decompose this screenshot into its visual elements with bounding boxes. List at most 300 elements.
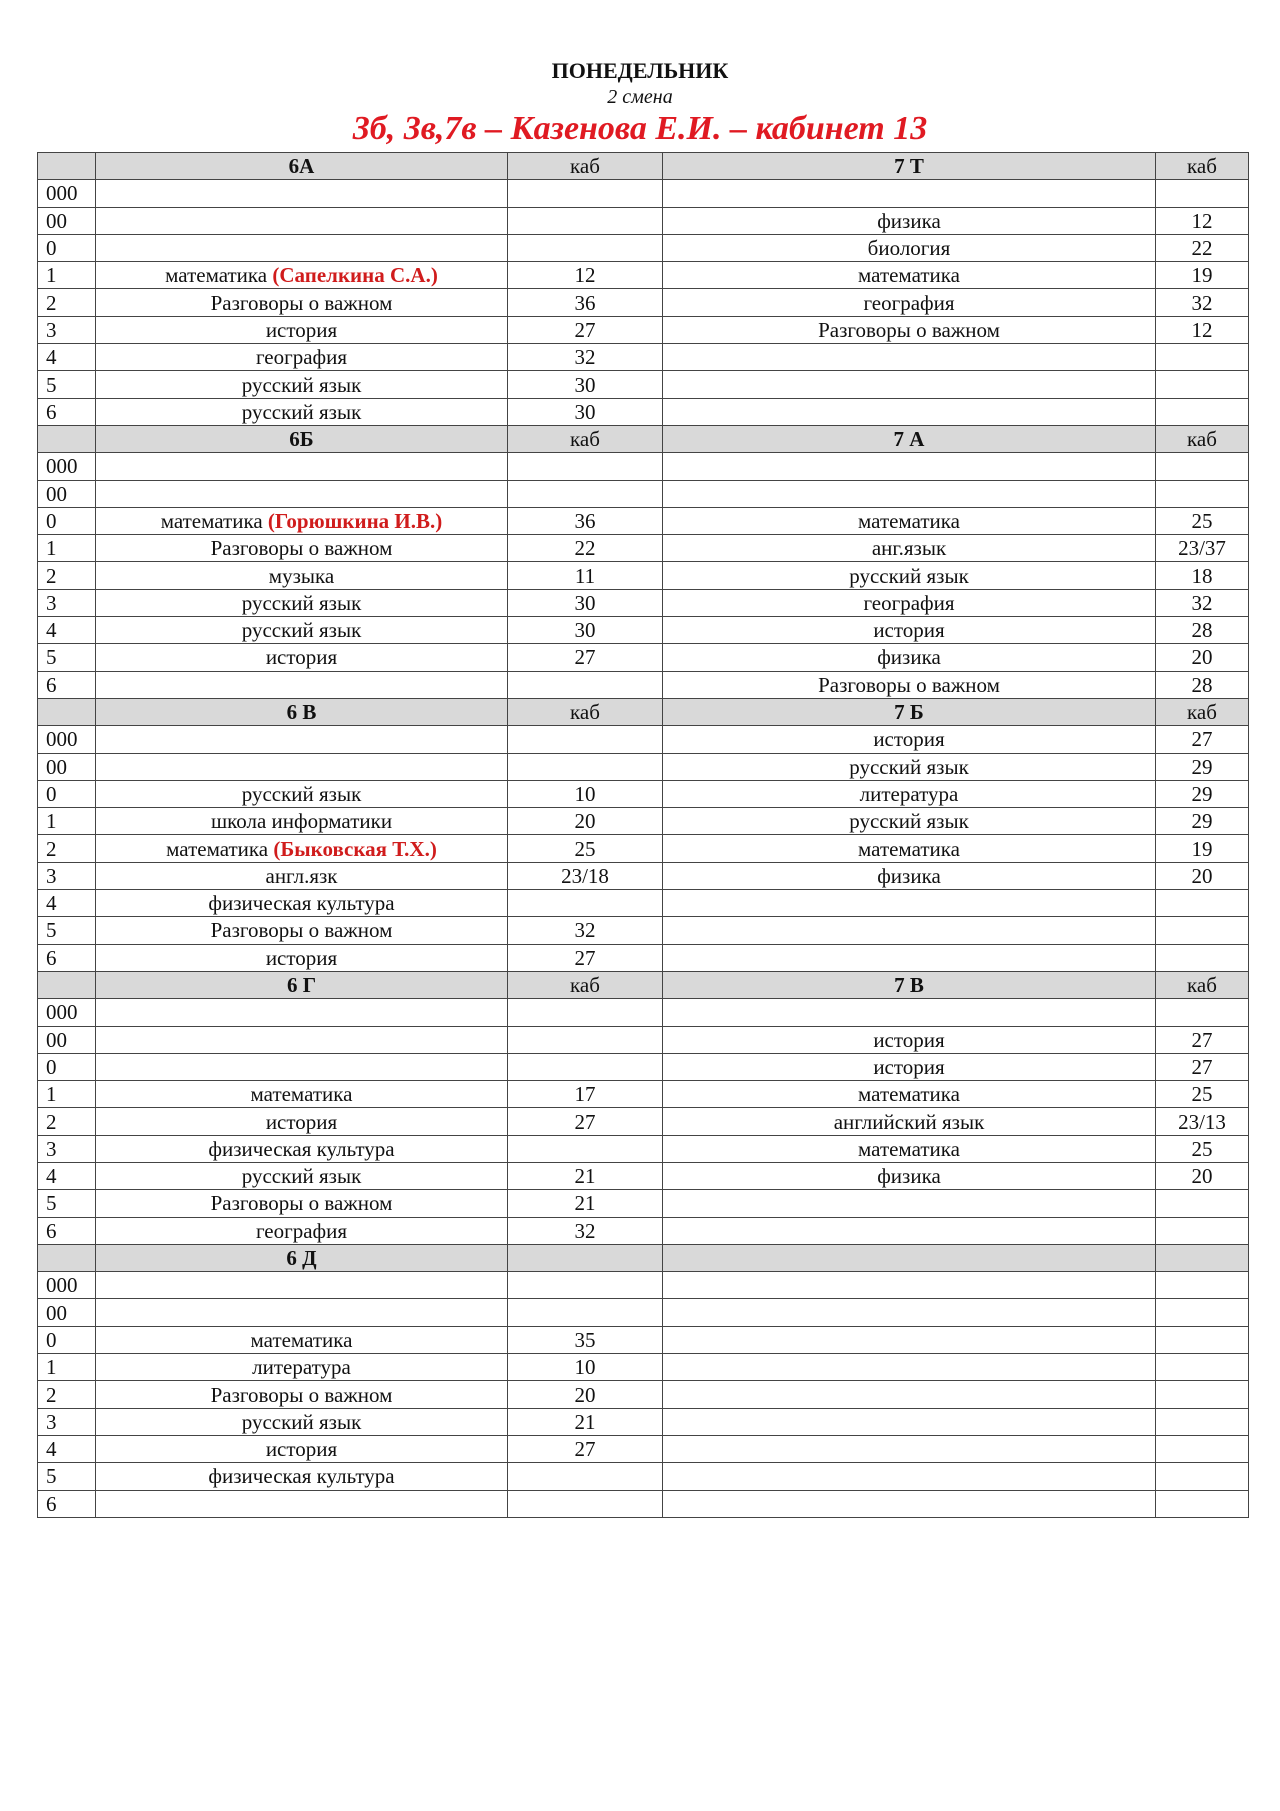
lesson-number: 5 <box>38 917 96 944</box>
right-room: 28 <box>1156 671 1249 698</box>
left-room: 30 <box>508 398 663 425</box>
left-room: 10 <box>508 780 663 807</box>
right-subject <box>663 1435 1156 1462</box>
lesson-row <box>38 1299 1249 1326</box>
lesson-number: 2 <box>38 835 96 862</box>
left-subject-cell <box>96 507 508 534</box>
right-subject: математика <box>663 507 1156 534</box>
right-subject <box>663 1190 1156 1217</box>
left-subject-cell <box>96 316 508 343</box>
teacher-name: (Горюшкина И.В.) <box>267 509 443 533</box>
right-subject <box>663 890 1156 917</box>
left-subject: русский язык <box>241 1164 362 1189</box>
right-room: 19 <box>1156 262 1249 289</box>
left-subject: история <box>265 945 338 970</box>
left-subject-cell <box>96 1299 508 1326</box>
lesson-row <box>38 780 1249 807</box>
right-room <box>1156 1354 1249 1381</box>
right-subject <box>663 180 1156 207</box>
right-room: 18 <box>1156 562 1249 589</box>
left-room <box>508 890 663 917</box>
lesson-row <box>38 1053 1249 1080</box>
class-header-row <box>38 153 1249 180</box>
left-room: 35 <box>508 1326 663 1353</box>
lesson-number: 2 <box>38 1108 96 1135</box>
left-subject-cell <box>96 1053 508 1080</box>
lesson-number: 1 <box>38 1354 96 1381</box>
right-room: 28 <box>1156 617 1249 644</box>
header-blank-cell <box>38 971 96 998</box>
left-subject-cell <box>96 862 508 889</box>
left-room: 27 <box>508 644 663 671</box>
left-class-name: 6А <box>96 153 508 180</box>
right-subject <box>663 1326 1156 1353</box>
lesson-row <box>38 1463 1249 1490</box>
right-subject: история <box>663 1026 1156 1053</box>
lesson-number: 4 <box>38 1162 96 1189</box>
left-subject: Разговоры о важном <box>210 918 393 943</box>
right-subject <box>663 944 1156 971</box>
right-kab-label: каб <box>1156 971 1249 998</box>
right-subject <box>663 1490 1156 1517</box>
lesson-row <box>38 671 1249 698</box>
left-subject-cell <box>96 589 508 616</box>
left-room: 23/18 <box>508 862 663 889</box>
left-class-name: 6Б <box>96 425 508 452</box>
left-subject-cell <box>96 371 508 398</box>
lesson-row <box>38 917 1249 944</box>
left-subject-cell <box>96 562 508 589</box>
right-subject <box>663 999 1156 1026</box>
right-room <box>1156 1217 1249 1244</box>
right-subject: русский язык <box>663 753 1156 780</box>
lesson-row <box>38 507 1249 534</box>
lesson-number: 3 <box>38 1135 96 1162</box>
lesson-row <box>38 262 1249 289</box>
left-subject: литература <box>252 1355 351 1380</box>
left-room <box>508 480 663 507</box>
right-room: 20 <box>1156 1162 1249 1189</box>
left-room: 21 <box>508 1162 663 1189</box>
lesson-row <box>38 753 1249 780</box>
right-subject: история <box>663 726 1156 753</box>
left-subject-cell <box>96 890 508 917</box>
left-subject: история <box>265 1109 338 1134</box>
left-subject: математика <box>165 263 273 288</box>
right-room: 22 <box>1156 234 1249 261</box>
right-subject: математика <box>663 1081 1156 1108</box>
lesson-number: 5 <box>38 644 96 671</box>
lesson-number: 000 <box>38 180 96 207</box>
right-kab-label <box>1156 1244 1249 1271</box>
left-room <box>508 180 663 207</box>
lesson-number: 1 <box>38 535 96 562</box>
left-subject: физическая культура <box>208 1136 395 1161</box>
right-room <box>1156 944 1249 971</box>
left-room <box>508 1026 663 1053</box>
left-subject-cell <box>96 835 508 862</box>
lesson-row <box>38 1162 1249 1189</box>
right-class-name: 7 А <box>663 425 1156 452</box>
left-subject-cell <box>96 1190 508 1217</box>
right-subject: математика <box>663 835 1156 862</box>
right-subject <box>663 1217 1156 1244</box>
lesson-number: 6 <box>38 398 96 425</box>
right-subject: английский язык <box>663 1108 1156 1135</box>
teacher-note: 3б, 3в,7в – Казенова Е.И. – кабинет 13 <box>352 110 928 147</box>
left-subject-cell <box>96 780 508 807</box>
right-subject: Разговоры о важном <box>663 316 1156 343</box>
left-kab-label: каб <box>508 425 663 452</box>
right-subject: литература <box>663 780 1156 807</box>
left-room: 22 <box>508 535 663 562</box>
right-room: 25 <box>1156 1081 1249 1108</box>
lesson-number: 0 <box>38 507 96 534</box>
lesson-row <box>38 1108 1249 1135</box>
left-subject-cell <box>96 262 508 289</box>
lesson-number: 2 <box>38 1381 96 1408</box>
lesson-row <box>38 562 1249 589</box>
left-subject-cell <box>96 1081 508 1108</box>
left-subject-cell <box>96 1354 508 1381</box>
left-subject: Разговоры о важном <box>210 1191 393 1216</box>
right-room: 19 <box>1156 835 1249 862</box>
left-room: 10 <box>508 1354 663 1381</box>
lesson-number: 3 <box>38 862 96 889</box>
lesson-number: 00 <box>38 480 96 507</box>
left-room: 36 <box>508 507 663 534</box>
right-room: 25 <box>1156 1135 1249 1162</box>
left-subject-cell <box>96 1026 508 1053</box>
lesson-row <box>38 1354 1249 1381</box>
left-subject: русский язык <box>241 618 362 643</box>
lesson-number: 4 <box>38 617 96 644</box>
right-room: 29 <box>1156 753 1249 780</box>
left-subject: русский язык <box>241 372 362 397</box>
right-room: 23/37 <box>1156 535 1249 562</box>
lesson-row <box>38 1217 1249 1244</box>
right-room: 12 <box>1156 316 1249 343</box>
left-subject: география <box>255 345 348 370</box>
right-subject <box>663 1463 1156 1490</box>
right-room <box>1156 1435 1249 1462</box>
lesson-row <box>38 1435 1249 1462</box>
lesson-number: 5 <box>38 1463 96 1490</box>
left-room: 32 <box>508 344 663 371</box>
left-subject-cell <box>96 671 508 698</box>
left-subject-cell <box>96 1272 508 1299</box>
class-header-row <box>38 971 1249 998</box>
right-room <box>1156 1490 1249 1517</box>
left-subject-cell <box>96 1435 508 1462</box>
right-room <box>1156 890 1249 917</box>
lesson-row <box>38 1081 1249 1108</box>
left-room: 30 <box>508 617 663 644</box>
lesson-number: 2 <box>38 289 96 316</box>
lesson-row <box>38 207 1249 234</box>
right-room: 20 <box>1156 862 1249 889</box>
left-subject-cell <box>96 1326 508 1353</box>
right-room: 12 <box>1156 207 1249 234</box>
lesson-row <box>38 862 1249 889</box>
lesson-row <box>38 726 1249 753</box>
right-subject <box>663 917 1156 944</box>
lesson-row <box>38 344 1249 371</box>
lesson-row <box>38 999 1249 1026</box>
lesson-number: 00 <box>38 207 96 234</box>
left-kab-label: каб <box>508 153 663 180</box>
lesson-row <box>38 1408 1249 1435</box>
lesson-row <box>38 1272 1249 1299</box>
left-kab-label: каб <box>508 698 663 725</box>
left-subject: Разговоры о важном <box>210 1382 393 1407</box>
lesson-row <box>38 480 1249 507</box>
left-subject-cell <box>96 644 508 671</box>
left-subject: Разговоры о важном <box>210 290 393 315</box>
shift-subtitle: 2 смена <box>607 86 673 108</box>
lesson-row <box>38 617 1249 644</box>
right-room <box>1156 1408 1249 1435</box>
right-subject: история <box>663 617 1156 644</box>
left-subject-cell <box>96 944 508 971</box>
left-subject-cell <box>96 207 508 234</box>
lesson-number: 00 <box>38 1026 96 1053</box>
left-subject-cell <box>96 344 508 371</box>
left-subject-cell <box>96 753 508 780</box>
right-subject: биология <box>663 234 1156 261</box>
left-subject: география <box>255 1218 348 1243</box>
lesson-number: 6 <box>38 1217 96 1244</box>
right-room: 25 <box>1156 507 1249 534</box>
lesson-number: 3 <box>38 589 96 616</box>
right-subject: русский язык <box>663 562 1156 589</box>
left-room <box>508 234 663 261</box>
left-room: 20 <box>508 1381 663 1408</box>
lesson-number: 1 <box>38 1081 96 1108</box>
left-subject-cell <box>96 1381 508 1408</box>
lesson-number: 1 <box>38 808 96 835</box>
left-room <box>508 726 663 753</box>
lesson-row <box>38 944 1249 971</box>
right-subject <box>663 344 1156 371</box>
left-subject: история <box>265 645 338 670</box>
left-subject-cell <box>96 453 508 480</box>
left-subject: англ.язк <box>265 863 338 888</box>
left-subject: русский язык <box>241 1409 362 1434</box>
left-subject-cell <box>96 480 508 507</box>
right-room: 32 <box>1156 589 1249 616</box>
lesson-number: 6 <box>38 671 96 698</box>
lesson-number: 0 <box>38 234 96 261</box>
lesson-number: 000 <box>38 726 96 753</box>
right-room: 27 <box>1156 726 1249 753</box>
right-subject: география <box>663 589 1156 616</box>
left-subject: музыка <box>268 563 335 588</box>
lesson-row <box>38 1490 1249 1517</box>
lesson-row <box>38 180 1249 207</box>
right-room <box>1156 1299 1249 1326</box>
class-header-row <box>38 1244 1249 1271</box>
left-subject: физическая культура <box>208 1464 395 1489</box>
right-subject: физика <box>663 644 1156 671</box>
left-room: 17 <box>508 1081 663 1108</box>
left-subject: Разговоры о важном <box>210 536 393 561</box>
right-subject: география <box>663 289 1156 316</box>
right-room: 29 <box>1156 780 1249 807</box>
left-room: 20 <box>508 808 663 835</box>
right-subject <box>663 398 1156 425</box>
right-class-name: 7 В <box>663 971 1156 998</box>
right-subject <box>663 1272 1156 1299</box>
left-room: 27 <box>508 1435 663 1462</box>
right-room: 23/13 <box>1156 1108 1249 1135</box>
lesson-number: 6 <box>38 1490 96 1517</box>
right-subject: физика <box>663 207 1156 234</box>
lesson-row <box>38 289 1249 316</box>
header-blank-cell <box>38 698 96 725</box>
left-subject: математика <box>166 836 274 861</box>
right-room <box>1156 999 1249 1026</box>
left-subject: математика <box>160 509 268 533</box>
left-kab-label <box>508 1244 663 1271</box>
left-room: 32 <box>508 917 663 944</box>
lesson-number: 1 <box>38 262 96 289</box>
lesson-number: 4 <box>38 890 96 917</box>
left-subject: физическая культура <box>208 891 395 916</box>
right-kab-label: каб <box>1156 153 1249 180</box>
left-kab-label: каб <box>508 971 663 998</box>
schedule-table <box>37 152 1249 1518</box>
left-subject: русский язык <box>241 399 362 424</box>
left-room <box>508 453 663 480</box>
left-room <box>508 1135 663 1162</box>
right-class-name <box>663 1244 1156 1271</box>
right-room <box>1156 1190 1249 1217</box>
page-title: ПОНЕДЕЛЬНИК <box>551 58 729 83</box>
teacher-name: (Сапелкина С.А.) <box>272 263 438 288</box>
left-subject-cell <box>96 1108 508 1135</box>
right-subject <box>663 1381 1156 1408</box>
right-room <box>1156 180 1249 207</box>
left-subject: история <box>265 1437 338 1462</box>
lesson-row <box>38 453 1249 480</box>
left-room <box>508 671 663 698</box>
right-subject: физика <box>663 1162 1156 1189</box>
right-subject <box>663 1354 1156 1381</box>
lesson-number: 3 <box>38 316 96 343</box>
lesson-row <box>38 835 1249 862</box>
left-subject-cell <box>96 1162 508 1189</box>
lesson-number: 5 <box>38 1190 96 1217</box>
lesson-number: 6 <box>38 944 96 971</box>
left-subject-cell <box>96 617 508 644</box>
left-subject: русский язык <box>241 781 362 806</box>
lesson-number: 000 <box>38 453 96 480</box>
lesson-number: 2 <box>38 562 96 589</box>
right-subject: Разговоры о важном <box>663 671 1156 698</box>
right-room: 27 <box>1156 1026 1249 1053</box>
left-room: 30 <box>508 589 663 616</box>
left-subject: школа информатики <box>210 809 393 834</box>
left-room <box>508 999 663 1026</box>
lesson-row <box>38 234 1249 261</box>
left-room: 11 <box>508 562 663 589</box>
right-room <box>1156 398 1249 425</box>
header-blank-cell <box>38 153 96 180</box>
right-subject: история <box>663 1053 1156 1080</box>
right-room <box>1156 1381 1249 1408</box>
right-class-name: 7 Т <box>663 153 1156 180</box>
right-room: 20 <box>1156 644 1249 671</box>
lesson-number: 000 <box>38 1272 96 1299</box>
left-subject: история <box>265 317 338 342</box>
left-room: 36 <box>508 289 663 316</box>
lesson-number: 00 <box>38 1299 96 1326</box>
right-subject: русский язык <box>663 808 1156 835</box>
left-room: 27 <box>508 316 663 343</box>
right-room <box>1156 1463 1249 1490</box>
left-subject-cell <box>96 808 508 835</box>
lesson-number: 4 <box>38 1435 96 1462</box>
lesson-number: 3 <box>38 1408 96 1435</box>
lesson-number: 4 <box>38 344 96 371</box>
right-subject: математика <box>663 262 1156 289</box>
lesson-number: 5 <box>38 371 96 398</box>
lesson-number: 0 <box>38 1326 96 1353</box>
left-subject: русский язык <box>241 590 362 615</box>
left-room: 21 <box>508 1190 663 1217</box>
header-blank-cell <box>38 425 96 452</box>
left-room <box>508 1053 663 1080</box>
lesson-number: 0 <box>38 780 96 807</box>
left-subject-cell <box>96 234 508 261</box>
right-room <box>1156 1272 1249 1299</box>
right-subject <box>663 1299 1156 1326</box>
lesson-number: 00 <box>38 753 96 780</box>
lesson-row <box>38 1190 1249 1217</box>
right-subject: анг.язык <box>663 535 1156 562</box>
right-class-name: 7 Б <box>663 698 1156 725</box>
left-room: 27 <box>508 1108 663 1135</box>
left-room <box>508 1490 663 1517</box>
left-room: 21 <box>508 1408 663 1435</box>
teacher-name: (Быковская Т.Х.) <box>273 836 437 861</box>
lesson-row <box>38 1135 1249 1162</box>
class-header-row <box>38 425 1249 452</box>
right-subject: математика <box>663 1135 1156 1162</box>
left-subject-cell <box>96 535 508 562</box>
right-room: 29 <box>1156 808 1249 835</box>
left-subject-cell <box>96 917 508 944</box>
right-subject <box>663 371 1156 398</box>
left-subject-cell <box>96 999 508 1026</box>
lesson-row <box>38 589 1249 616</box>
left-room: 12 <box>508 262 663 289</box>
left-subject-cell <box>96 180 508 207</box>
left-class-name: 6 Д <box>96 1244 508 1271</box>
right-room <box>1156 453 1249 480</box>
right-room: 27 <box>1156 1053 1249 1080</box>
lesson-row <box>38 398 1249 425</box>
left-room: 30 <box>508 371 663 398</box>
left-subject: математика <box>250 1082 353 1107</box>
right-room <box>1156 371 1249 398</box>
left-room: 25 <box>508 835 663 862</box>
right-room <box>1156 917 1249 944</box>
lesson-row <box>38 371 1249 398</box>
left-subject-cell <box>96 1217 508 1244</box>
right-subject <box>663 480 1156 507</box>
